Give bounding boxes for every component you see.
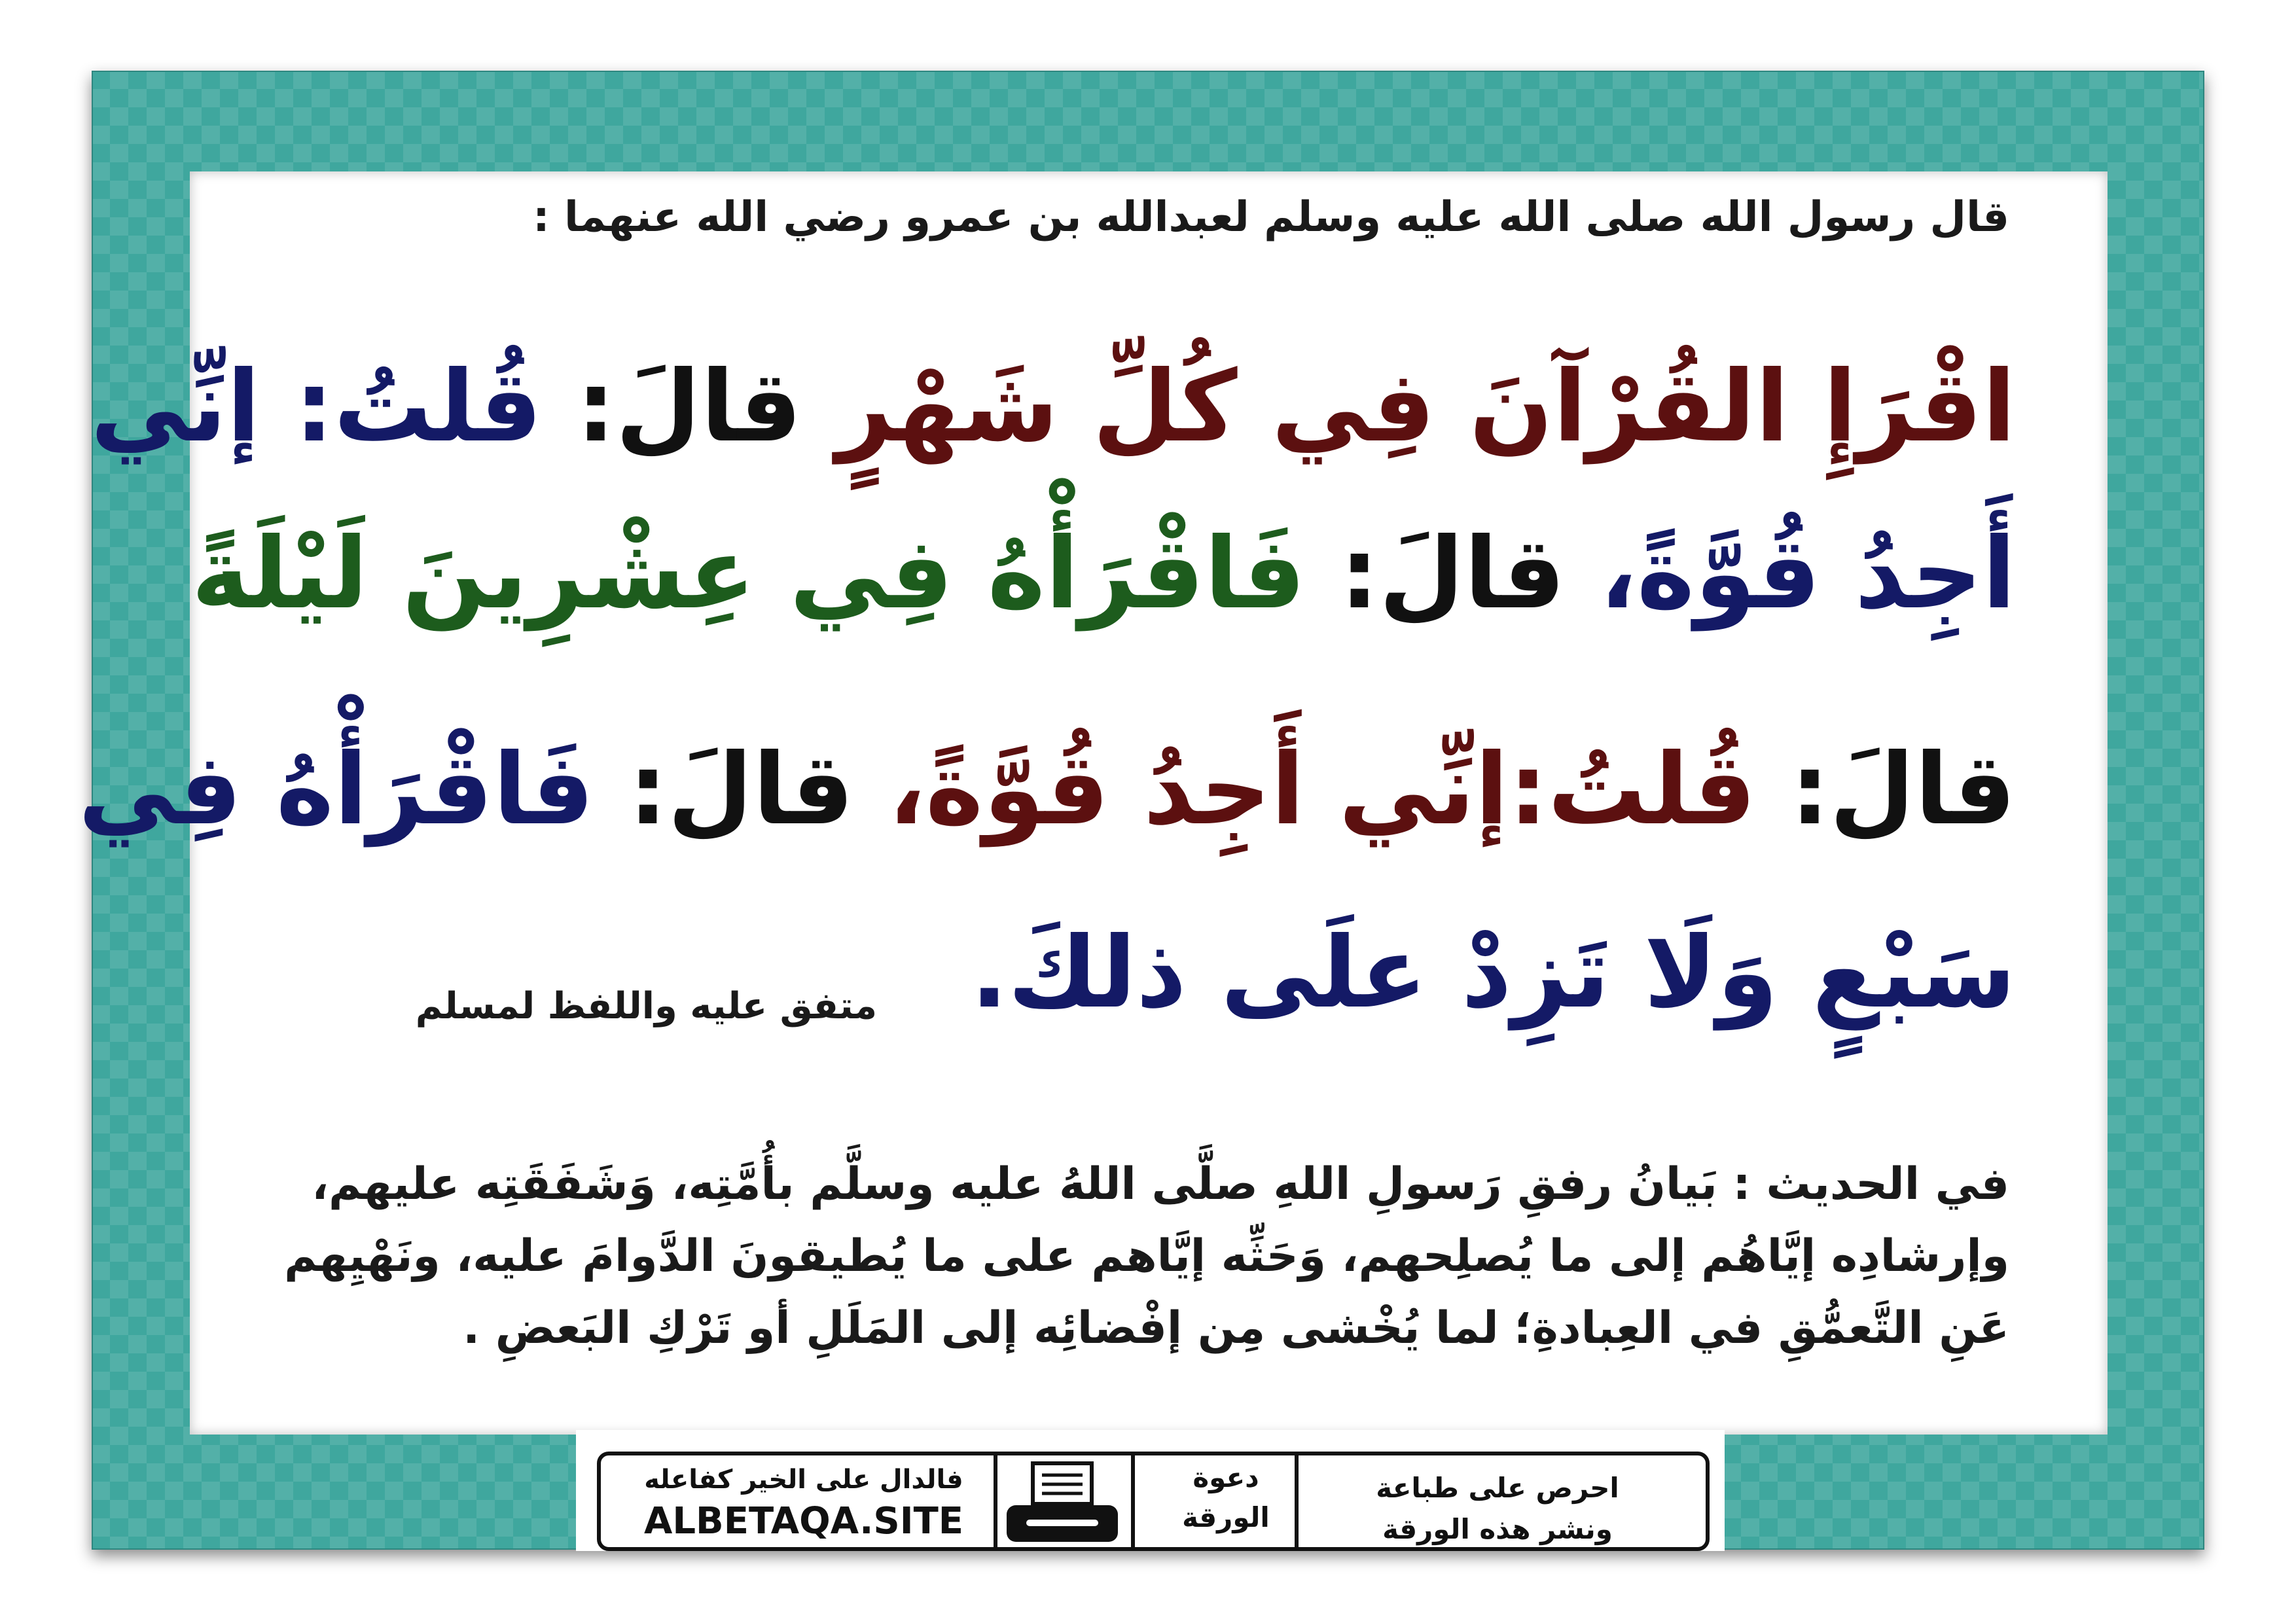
footer-note xyxy=(1327,1467,1668,1550)
site-link[interactable]: ALBETAQA.SITE xyxy=(643,1500,964,1543)
logo-text: الورقة xyxy=(1182,1501,1270,1533)
hadith-segment: قالَ: xyxy=(576,350,802,464)
hadith-segment: قُلتُ:إنِّي أَجِدُ قُوَّةً، xyxy=(888,733,1757,847)
footer-note-line: احرص على طباعة xyxy=(1376,1472,1619,1504)
hadith-segment: أَجِدُ قُوَّةً، xyxy=(1599,517,2016,631)
hadith-segment: قُلتُ: إنِّي xyxy=(90,350,543,464)
hadith-line-3 xyxy=(78,733,2016,847)
logo-text: دعوة xyxy=(1193,1461,1259,1493)
hadith-line-2 xyxy=(191,517,2016,631)
dawah-logo xyxy=(1177,1458,1275,1550)
intro-text: قال رسول الله صلى الله عليه وسلم لعبدالله بن عمرو رضي الله عنهما : xyxy=(533,193,2009,241)
hadith-source: متفق عليه واللفظ لمسلم xyxy=(415,985,877,1027)
hadith-segment: سَبْعٍ وَلَا تَزِدْ علَى ذلكَ. xyxy=(970,916,2016,1030)
printer-icon xyxy=(1000,1458,1124,1550)
footer-slogan: فالدال على الخير كفاعله xyxy=(644,1465,963,1495)
hadith-segment: قالَ: xyxy=(1339,517,1566,631)
footer-divider xyxy=(1131,1455,1135,1547)
explanation-text: في الحديث : بَيانُ رفقِ رَسولِ اللهِ صلَّى اللهُ عليه وسلَّم بأُمَّتِه، وَشَفَقَتِه عليهم، وإرشادِه إيَّاهُم إلى ما يُصلِحهم، وَحَثِّه إيَّاهم على ما يُطيقونَ الدَّوامَ عليه، ونَهْيِهم عَنِ التَّعمُّقِ في العِبادةِ؛ لما يُخْشى مِن إفْضائِه إلى المَلَلِ أو تَرْكِ البَعضِ . xyxy=(284,1158,2009,1355)
hadith-segment: اقْرَإِ القُرْآنَ فِي كُلِّ شَهْرٍ xyxy=(836,350,2016,464)
hadith-segment: قالَ: xyxy=(1790,733,2016,847)
footer-bar xyxy=(597,1452,1710,1551)
hadith-line-1 xyxy=(90,350,2016,464)
hadith-segment: فَاقْرَأْهُ فِي عِشْرِينَ لَيْلَةً xyxy=(191,517,1306,631)
footer-divider xyxy=(994,1455,997,1547)
footer-divider xyxy=(1295,1455,1299,1547)
footer-note-line: ونشر هذه الورقة xyxy=(1382,1513,1613,1545)
hadith-segment: فَاقْرَأْهُ فِي xyxy=(78,733,594,847)
hadith-segment: قالَ: xyxy=(628,733,854,847)
footer-slogan-block xyxy=(620,1465,987,1543)
